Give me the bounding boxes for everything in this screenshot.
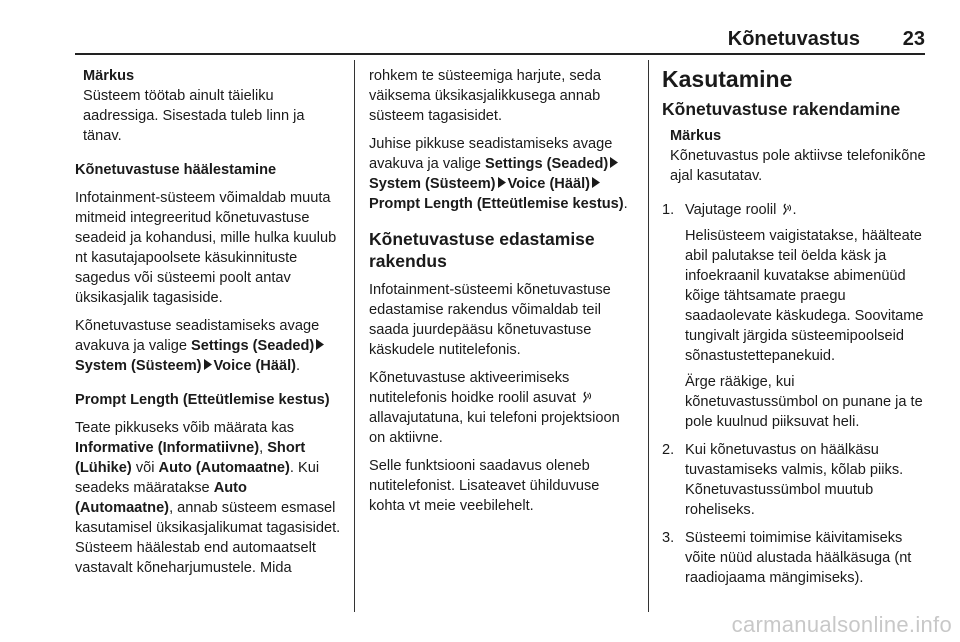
column-3 xyxy=(662,66,930,596)
watermark: carmanualsonline.info xyxy=(731,612,952,637)
arrow-right-icon xyxy=(498,177,506,188)
column-1 xyxy=(75,66,347,586)
paragraph: Infotainment-süsteemi kõnetuvastuse edastamise rakendus võimaldab teil saada juurdepääsu kõnetuvastuse käskudele nutitelefonis. xyxy=(369,282,611,358)
menu-path-system: System (Süsteem) xyxy=(75,358,202,374)
page-header xyxy=(75,28,925,50)
section-heading: Kõnetuvastuse rakendamine xyxy=(662,99,901,119)
note-heading: Märkus xyxy=(83,68,135,84)
paragraph: Infotainment-süsteem võimaldab muuta mitmeid integreeritud kõnetuvastuse seadeid ja kohandusi, mille hulka kuulub nt kasutajapoolsete käsukinnituste sagedus või süsteemi poolt antav üksikasjalik tagasiside. xyxy=(75,190,337,306)
column-2 xyxy=(369,66,639,524)
section-heading: Kõnetuvastuse edastamise rakendus xyxy=(369,229,595,271)
list-item: 3. Süsteemi toimimise käivitamiseks võite nüüd alustada häälkäsuga (nt raadiojaama mängimiseks). xyxy=(662,530,912,586)
chapter-heading: Kasutamine xyxy=(662,66,793,92)
menu-path-voice: Voice (Hääl) xyxy=(213,358,296,374)
note-text: Kõnetuvastus pole aktiivse telefonikõne ajal kasutatav. xyxy=(670,148,926,184)
arrow-right-icon xyxy=(592,177,600,188)
paragraph: Kõnetuvastuse aktiveerimiseks nutitelefonis hoidke roolil asuvat allavajutatuna, kui telefoni projektsioon on aktiivne. xyxy=(369,370,620,446)
section-heading: Prompt Length (Etteütlemise kestus) xyxy=(75,392,330,408)
arrow-right-icon xyxy=(204,359,212,370)
paragraph: Teate pikkuseks võib määrata kas Informative (Informatiivne), Short (Lühike) või Auto (Automaatne). Kui seadeks määratakse Auto (Automaatne), annab süsteem esmasel kasutamisel üksikasjalikumat tagasisidet. Süsteem häälestab end automaatselt vastavalt kõneharjumustele. Mida xyxy=(75,420,341,576)
column-divider-2 xyxy=(648,60,649,612)
section-heading: Kõnetuvastuse häälestamine xyxy=(75,162,277,178)
paragraph: Juhise pikkuse seadistamiseks avage avakuva ja valige Settings (Seaded)System (Süsteem) Voice (Hääl)Prompt Length (Etteütlemise kestus). xyxy=(369,136,628,212)
column-divider-1 xyxy=(354,60,355,612)
note-box xyxy=(75,66,347,146)
note-heading: Märkus xyxy=(670,128,722,144)
note-text: Süsteem töötab ainult täieliku aadressiga. Sisestada tuleb linn ja tänav. xyxy=(83,88,305,144)
voice-recognition-icon xyxy=(580,390,592,404)
running-title: Kõnetuvastus xyxy=(727,28,860,50)
paragraph: rohkem te süsteemiga harjute, seda väiksema üksikasjalikkusega annab süsteem tagasisidet. xyxy=(369,68,602,124)
list-item: 1. Vajutage roolil . Helisüsteem vaigistatakse, häälteate abil palutakse teil öelda käsk ja infoekraanil kuvatakse abimenüüd kõige tähtsamate praegu saadaolevate käskudega. Soovitame tungivalt järgida süsteemipoolseid sõnastustettepanekuid. Ärge rääkige, kui kõnetuvastussümbol on punane ja te pole kuulnud piiksuvat heli. xyxy=(662,202,924,430)
paragraph: Selle funktsiooni saadavus oleneb nutitelefonist. Lisateavet ühilduvuse kohta vt meie veebilehelt. xyxy=(369,458,600,514)
arrow-right-icon xyxy=(610,157,618,168)
header-rule xyxy=(75,53,925,55)
steps-list xyxy=(662,200,930,588)
voice-recognition-icon xyxy=(780,202,792,216)
arrow-right-icon xyxy=(316,339,324,350)
note-box xyxy=(662,126,930,186)
paragraph: Kõnetuvastuse seadistamiseks avage avakuva ja valige Settings (Seaded)System (Süsteem) Voice (Hääl). xyxy=(75,316,347,376)
page-number: 23 xyxy=(902,28,925,50)
menu-path-settings: Settings (Seaded) xyxy=(191,338,315,354)
list-item: 2. Kui kõnetuvastus on häälkäsu tuvastamiseks valmis, kõlab piiks. Kõnetuvastussümbol muutub roheliseks. xyxy=(662,442,904,518)
